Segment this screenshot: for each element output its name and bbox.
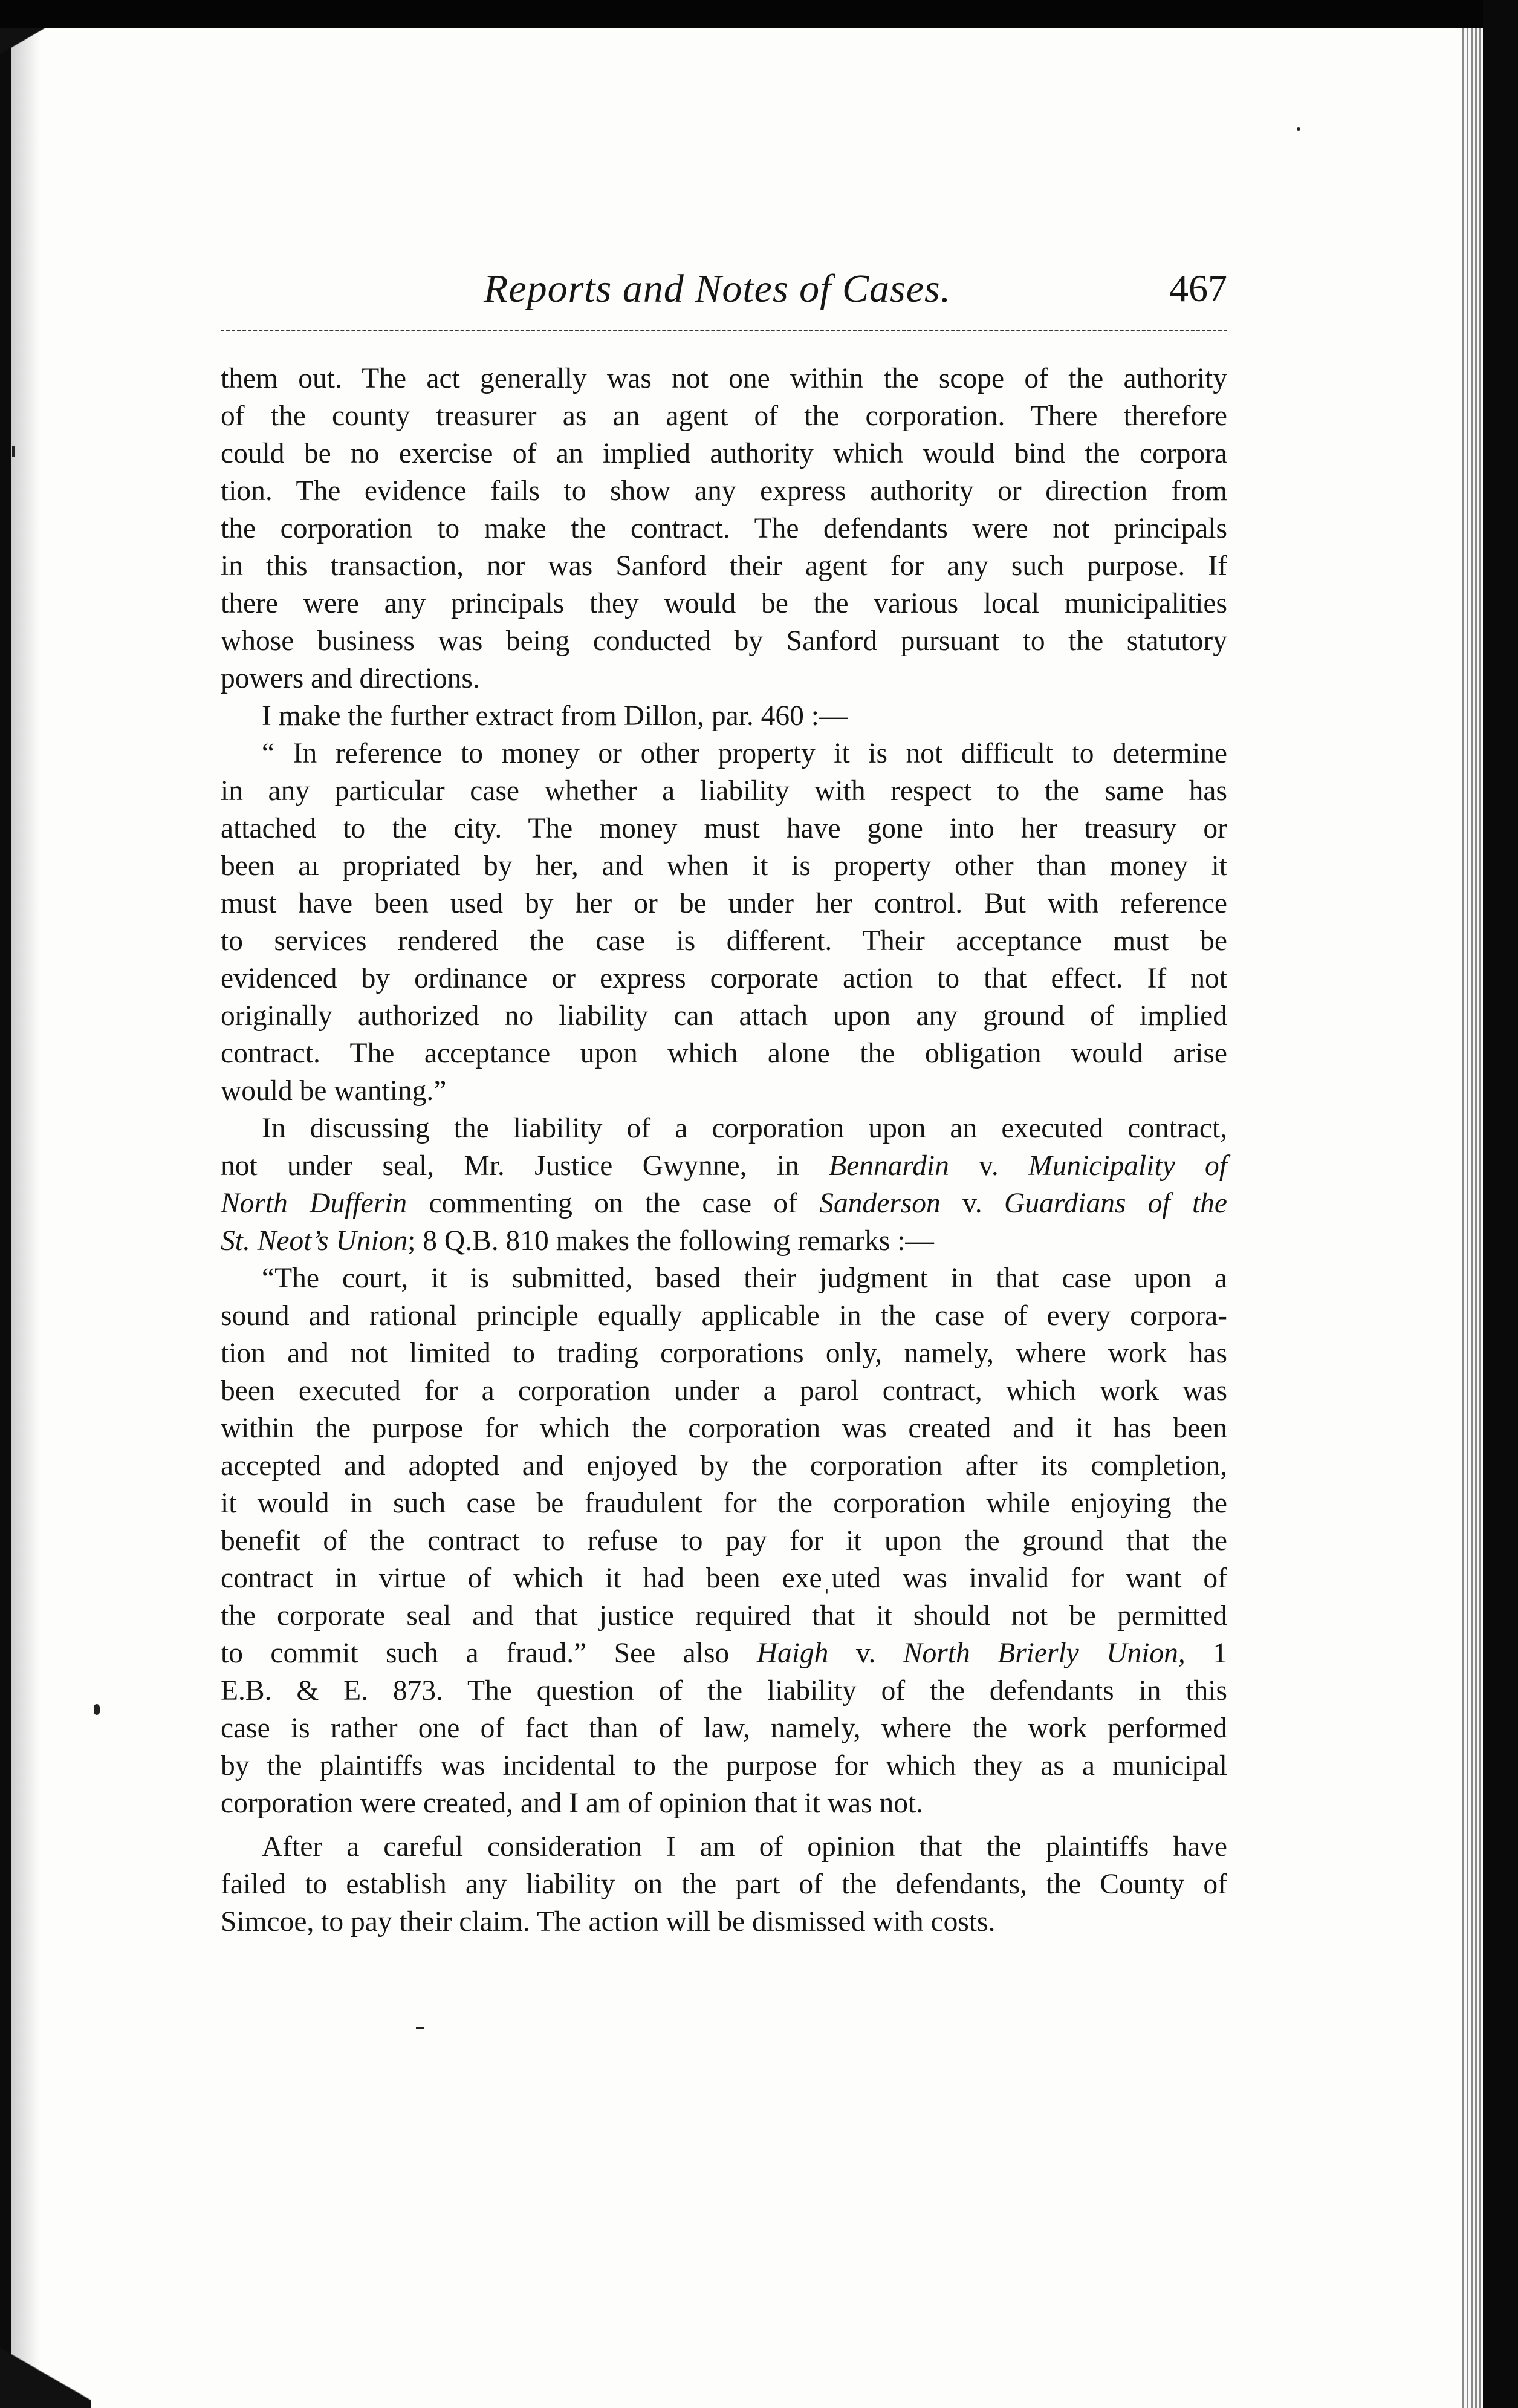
text-line: I make the further extract from Dillon, par. 460 :— (262, 700, 848, 732)
paragraph-3-quotation (221, 735, 1227, 1110)
page-number: 467 (1169, 267, 1227, 310)
text-line: in any particular case whether a liability with respect to the same has (221, 775, 1227, 807)
text-line: the corporate seal and that justice required that it should not be permitted (221, 1600, 1227, 1632)
text-line: In discussing the liability of a corporation upon an executed contract, (262, 1113, 1227, 1144)
text-line: originally authorized no liability can attach upon any ground of implied (221, 1000, 1227, 1032)
scan-speck (1297, 127, 1300, 131)
text-run: not under seal, Mr. Justice Gwynne, in (221, 1150, 829, 1182)
paragraph-2 (221, 697, 1227, 735)
text-line: Simcoe, to pay their claim. The action will be dismissed with costs. (221, 1906, 996, 1938)
running-head: Reports and Notes of Cases. (484, 267, 952, 311)
text-run: commenting on the case of (407, 1188, 820, 1219)
case-name: Municipality of (1028, 1150, 1227, 1182)
case-name: St. Neot’s Union (221, 1225, 408, 1257)
text-line: of the county treasurer as an agent of the corporation. There therefore (221, 400, 1227, 432)
text-line: accepted and adopted and enjoyed by the corporation after its completion, (221, 1450, 1227, 1482)
text-line (221, 1222, 1227, 1260)
header-rule (221, 330, 1227, 331)
text-line: must have been used by her or be under her control. But with reference (221, 888, 1227, 919)
text-line: there were any principals they would be the various local municipalities (221, 588, 1227, 619)
text-line: been aı propriated by her, and when it is property other than money it (221, 850, 1227, 882)
text-run: ; 8 Q.B. 810 makes the following remarks :— (407, 1225, 934, 1257)
text-line: it would in such case be fraudulent for the corporation while enjoying the (221, 1488, 1227, 1519)
text-line (221, 1185, 1227, 1222)
text-run: v. (949, 1150, 1029, 1182)
text-line: sound and rational principle equally applicable in the case of every corpora- (221, 1300, 1227, 1332)
text-line: tion. The evidence fails to show any express authority or direction from (221, 475, 1227, 507)
paragraph-6 (221, 1828, 1227, 1941)
text-line: been executed for a corporation under a parol contract, which work was (221, 1375, 1227, 1407)
paragraph-1 (221, 360, 1227, 697)
text-run: v. (940, 1188, 1004, 1219)
text-line: contract. The acceptance upon which alone the obligation would arise (221, 1038, 1227, 1069)
text-line: could be no exercise of an implied authority which would bind the corpora (221, 438, 1227, 469)
scan-speck (12, 446, 15, 457)
body-text (221, 360, 1227, 1941)
scan-border-right (1483, 0, 1518, 2408)
case-name: Guardians of the (1004, 1188, 1228, 1219)
text-line (221, 1635, 1227, 1672)
text-line: to services rendered the case is different. Their acceptance must be (221, 925, 1227, 957)
text-line: attached to the city. The money must have gone into her treasury or (221, 813, 1227, 844)
text-line: the corporation to make the contract. The defendants were not principals (221, 513, 1227, 544)
text-line: powers and directions. (221, 663, 480, 694)
text-line: tion and not limited to trading corporations only, namely, where work has (221, 1338, 1227, 1369)
text-line: “The court, it is submitted, based their judgment in that case upon a (262, 1263, 1227, 1294)
text-line: evidenced by ordinance or express corporate action to that effect. If not (221, 963, 1227, 994)
case-name: North Brierly Union, (903, 1638, 1186, 1669)
text-line: After a careful consideration I am of opinion that the plaintiffs have (262, 1831, 1227, 1863)
case-name: Sanderson (819, 1188, 941, 1219)
text-line: E.B. & E. 873. The question of the liability of the defendants in this (221, 1675, 1227, 1707)
text-line: in this transaction, nor was Sanford their agent for any such purpose. If (221, 550, 1227, 582)
text-run: 1 (1185, 1638, 1227, 1669)
text-line: corporation were created, and I am of opinion that it was not. (221, 1788, 924, 1819)
text-line (221, 1147, 1227, 1185)
text-line: benefit of the contract to refuse to pay for it upon the ground that the (221, 1525, 1227, 1557)
text-run: to commit such a fraud.” See also (221, 1638, 757, 1669)
text-line: whose business was being conducted by Sanford pursuant to the statutory (221, 625, 1227, 657)
case-name: Bennardin (829, 1150, 949, 1182)
paragraph-4 (221, 1110, 1227, 1260)
case-name: North Dufferin (221, 1188, 407, 1219)
scan-binding-shadow (11, 0, 40, 2408)
scan-speck (416, 2027, 424, 2029)
text-line: “ In reference to money or other property it is not difficult to determine (262, 738, 1227, 769)
text-line: within the purpose for which the corporation was created and it has been (221, 1413, 1227, 1444)
page-edge-stack (1462, 28, 1483, 2408)
text-line: failed to establish any liability on the part of the defendants, the County of (221, 1869, 1227, 1900)
scan-speck (94, 1704, 100, 1715)
paragraph-5-quotation (221, 1260, 1227, 1822)
text-line: would be wanting.” (221, 1075, 447, 1107)
text-run: v. (828, 1638, 903, 1669)
scan-border-top (0, 0, 1518, 28)
case-name: Haigh (756, 1638, 829, 1669)
page-header (221, 266, 1227, 321)
scan-left-edge (0, 0, 11, 2408)
text-line: them out. The act generally was not one within the scope of the authority (221, 363, 1227, 394)
text-line: case is rather one of fact than of law, namely, where the work performed (221, 1713, 1227, 1744)
text-line: by the plaintiffs was incidental to the purpose for which they as a municipal (221, 1750, 1227, 1782)
text-line: contract in virtue of which it had been exeˌuted was invalid for want of (221, 1563, 1227, 1594)
scan-bottom-corner (0, 2311, 91, 2408)
